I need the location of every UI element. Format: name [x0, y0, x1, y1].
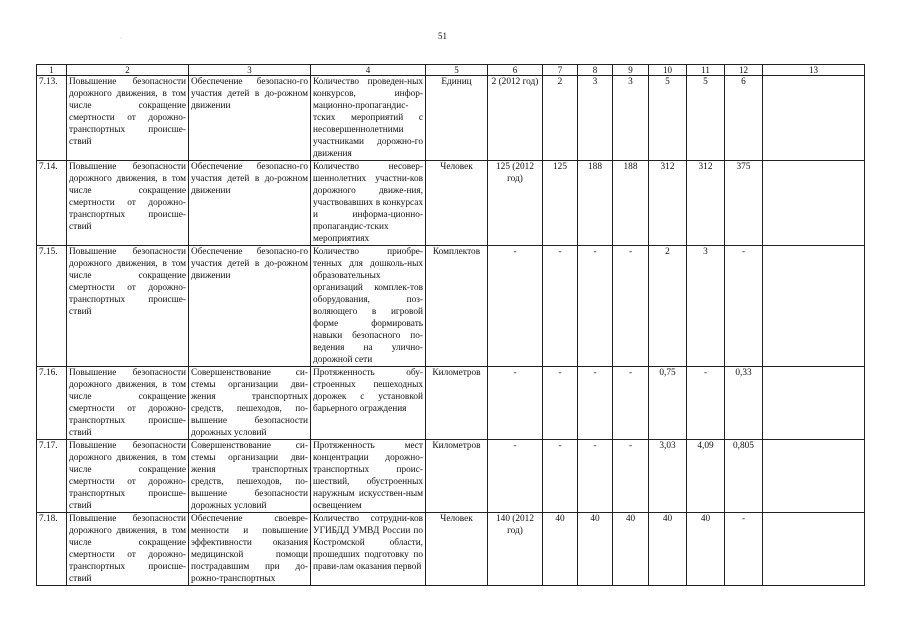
page-number: 51 — [438, 31, 447, 41]
value-cell-12: - — [725, 246, 763, 367]
value-cell-13 — [763, 76, 865, 161]
col-header-6: 6 — [488, 65, 543, 76]
task-cell: Совершенствование си-стемы организации дви-жения транспортных средств, пешеходов, по-вышение безопасности дорожных условий — [189, 367, 311, 440]
table-row — [37, 161, 865, 246]
goal-cell: Повышение безопасности дорожного движения, в том числе сокращение смертности от дорожно-транспортных происше-ствий — [67, 246, 189, 367]
col-header-1: 1 — [37, 65, 67, 76]
base-value-cell: - — [488, 246, 543, 367]
indicator-cell: Протяженность мест концентрации дорожно-транспортных проис-шествий, обустроенных наружным искусствен-ным освещением — [311, 440, 426, 513]
task-cell: Обеспечение своевре-менности и повышение эффективности оказания медицинской помощи пострадавшим при до-рожно-транспортных — [189, 513, 311, 586]
value-cell-8: - — [578, 440, 613, 513]
col-header-10: 10 — [649, 65, 687, 76]
unit-cell: Единиц — [426, 76, 488, 161]
value-cell-8: 40 — [578, 513, 613, 586]
col-header-3: 3 — [189, 65, 311, 76]
col-header-11: 11 — [687, 65, 725, 76]
indicators-table — [36, 64, 865, 586]
header-row — [37, 65, 865, 76]
value-cell-10: 40 — [649, 513, 687, 586]
indicator-cell: Количество проведен-ных конкурсов, инфор-мационно-пропагандис-тских мероприятий с несовершеннолетними участниками дорожно-го движения — [311, 76, 426, 161]
unit-cell: Комплектов — [426, 246, 488, 367]
row-number: 7.15. — [37, 246, 67, 367]
indicator-cell: Количество сотрудни-ков УГИБДД УМВД России по Костромской области, прошедших подготовку по прави-лам оказания первой — [311, 513, 426, 586]
value-cell-7: - — [543, 367, 578, 440]
value-cell-11: 40 — [687, 513, 725, 586]
table-row — [37, 367, 865, 440]
base-value-cell: 2 (2012 год) — [488, 76, 543, 161]
base-value-cell: - — [488, 440, 543, 513]
col-header-12: 12 — [725, 65, 763, 76]
col-header-8: 8 — [578, 65, 613, 76]
value-cell-10: 312 — [649, 161, 687, 246]
value-cell-13 — [763, 513, 865, 586]
value-cell-9: 188 — [613, 161, 649, 246]
base-value-cell: 125 (2012 год) — [488, 161, 543, 246]
value-cell-11: 3 — [687, 246, 725, 367]
indicator-cell: Количество несовер-шеннолетних участни-ков дорожного движе-ния, участвовавших в конкурсах и информа-ционно-пропагандис-тских мероприятиях — [311, 161, 426, 246]
goal-cell: Повышение безопасности дорожного движения, в том числе сокращение смертности от дорожно-транспортных происше-ствий — [67, 513, 189, 586]
task-cell: Обеспечение безопасно-го участия детей в до-рожном движении — [189, 161, 311, 246]
table-row — [37, 440, 865, 513]
value-cell-7: 125 — [543, 161, 578, 246]
row-number: 7.17. — [37, 440, 67, 513]
goal-cell: Повышение безопасности дорожного движения, в том числе сокращение смертности от дорожно-транспортных происше-ствий — [67, 440, 189, 513]
value-cell-10: 0,75 — [649, 367, 687, 440]
value-cell-10: 2 — [649, 246, 687, 367]
value-cell-11: 4,09 — [687, 440, 725, 513]
unit-cell: Километров — [426, 440, 488, 513]
indicator-cell: Протяженность обу-строенных пешеходных дорожек с установкой барьерного ограждения — [311, 367, 426, 440]
value-cell-10: 5 — [649, 76, 687, 161]
row-number: 7.14. — [37, 161, 67, 246]
row-number: 7.13. — [37, 76, 67, 161]
value-cell-9: - — [613, 246, 649, 367]
value-cell-9: 3 — [613, 76, 649, 161]
unit-cell: Километров — [426, 367, 488, 440]
base-value-cell: 140 (2012 год) — [488, 513, 543, 586]
col-header-7: 7 — [543, 65, 578, 76]
value-cell-11: 5 — [687, 76, 725, 161]
value-cell-11: 312 — [687, 161, 725, 246]
goal-cell: Повышение безопасности дорожного движения, в том числе сокращение смертности от дорожно-транспортных происше-ствий — [67, 367, 189, 440]
task-cell: Обеспечение безопасно-го участия детей в до-рожном движении — [189, 76, 311, 161]
value-cell-9: 40 — [613, 513, 649, 586]
value-cell-12: 0,33 — [725, 367, 763, 440]
value-cell-12: 6 — [725, 76, 763, 161]
value-cell-7: 2 — [543, 76, 578, 161]
row-number: 7.16. — [37, 367, 67, 440]
col-header-9: 9 — [613, 65, 649, 76]
base-value-cell: - — [488, 367, 543, 440]
table-row — [37, 513, 865, 586]
value-cell-12: 0,805 — [725, 440, 763, 513]
scan-dot: · — [120, 36, 122, 42]
col-header-5: 5 — [426, 65, 488, 76]
table-row — [37, 76, 865, 161]
value-cell-8: 3 — [578, 76, 613, 161]
value-cell-11: - — [687, 367, 725, 440]
value-cell-12: - — [725, 513, 763, 586]
value-cell-8: - — [578, 246, 613, 367]
value-cell-13 — [763, 440, 865, 513]
task-cell: Совершенствование си-стемы организации дви-жения транспортных средств, пешеходов, по-вышение безопасности дорожных условий — [189, 440, 311, 513]
value-cell-13 — [763, 246, 865, 367]
indicator-cell: Количество приобре-тенных для дошколь-ных образовательных организаций комплек-тов оборудования, поз-воляющего в игровой форме формировать навыки безопасного по-ведения на улично-дорожной сети — [311, 246, 426, 367]
goal-cell: Повышение безопасности дорожного движения, в том числе сокращение смертности от дорожно-транспортных происше-ствий — [67, 76, 189, 161]
value-cell-8: - — [578, 367, 613, 440]
unit-cell: Человек — [426, 513, 488, 586]
task-cell: Обеспечение безопасно-го участия детей в до-рожном движении — [189, 246, 311, 367]
unit-cell: Человек — [426, 161, 488, 246]
table-row — [37, 246, 865, 367]
value-cell-12: 375 — [725, 161, 763, 246]
col-header-4: 4 — [311, 65, 426, 76]
value-cell-9: - — [613, 367, 649, 440]
value-cell-9: - — [613, 440, 649, 513]
col-header-13: 13 — [763, 65, 865, 76]
value-cell-13 — [763, 161, 865, 246]
value-cell-7: 40 — [543, 513, 578, 586]
value-cell-10: 3,03 — [649, 440, 687, 513]
value-cell-7: - — [543, 246, 578, 367]
value-cell-7: - — [543, 440, 578, 513]
value-cell-8: 188 — [578, 161, 613, 246]
goal-cell: Повышение безопасности дорожного движения, в том числе сокращение смертности от дорожно-транспортных происше-ствий — [67, 161, 189, 246]
value-cell-13 — [763, 367, 865, 440]
col-header-2: 2 — [67, 65, 189, 76]
row-number: 7.18. — [37, 513, 67, 586]
